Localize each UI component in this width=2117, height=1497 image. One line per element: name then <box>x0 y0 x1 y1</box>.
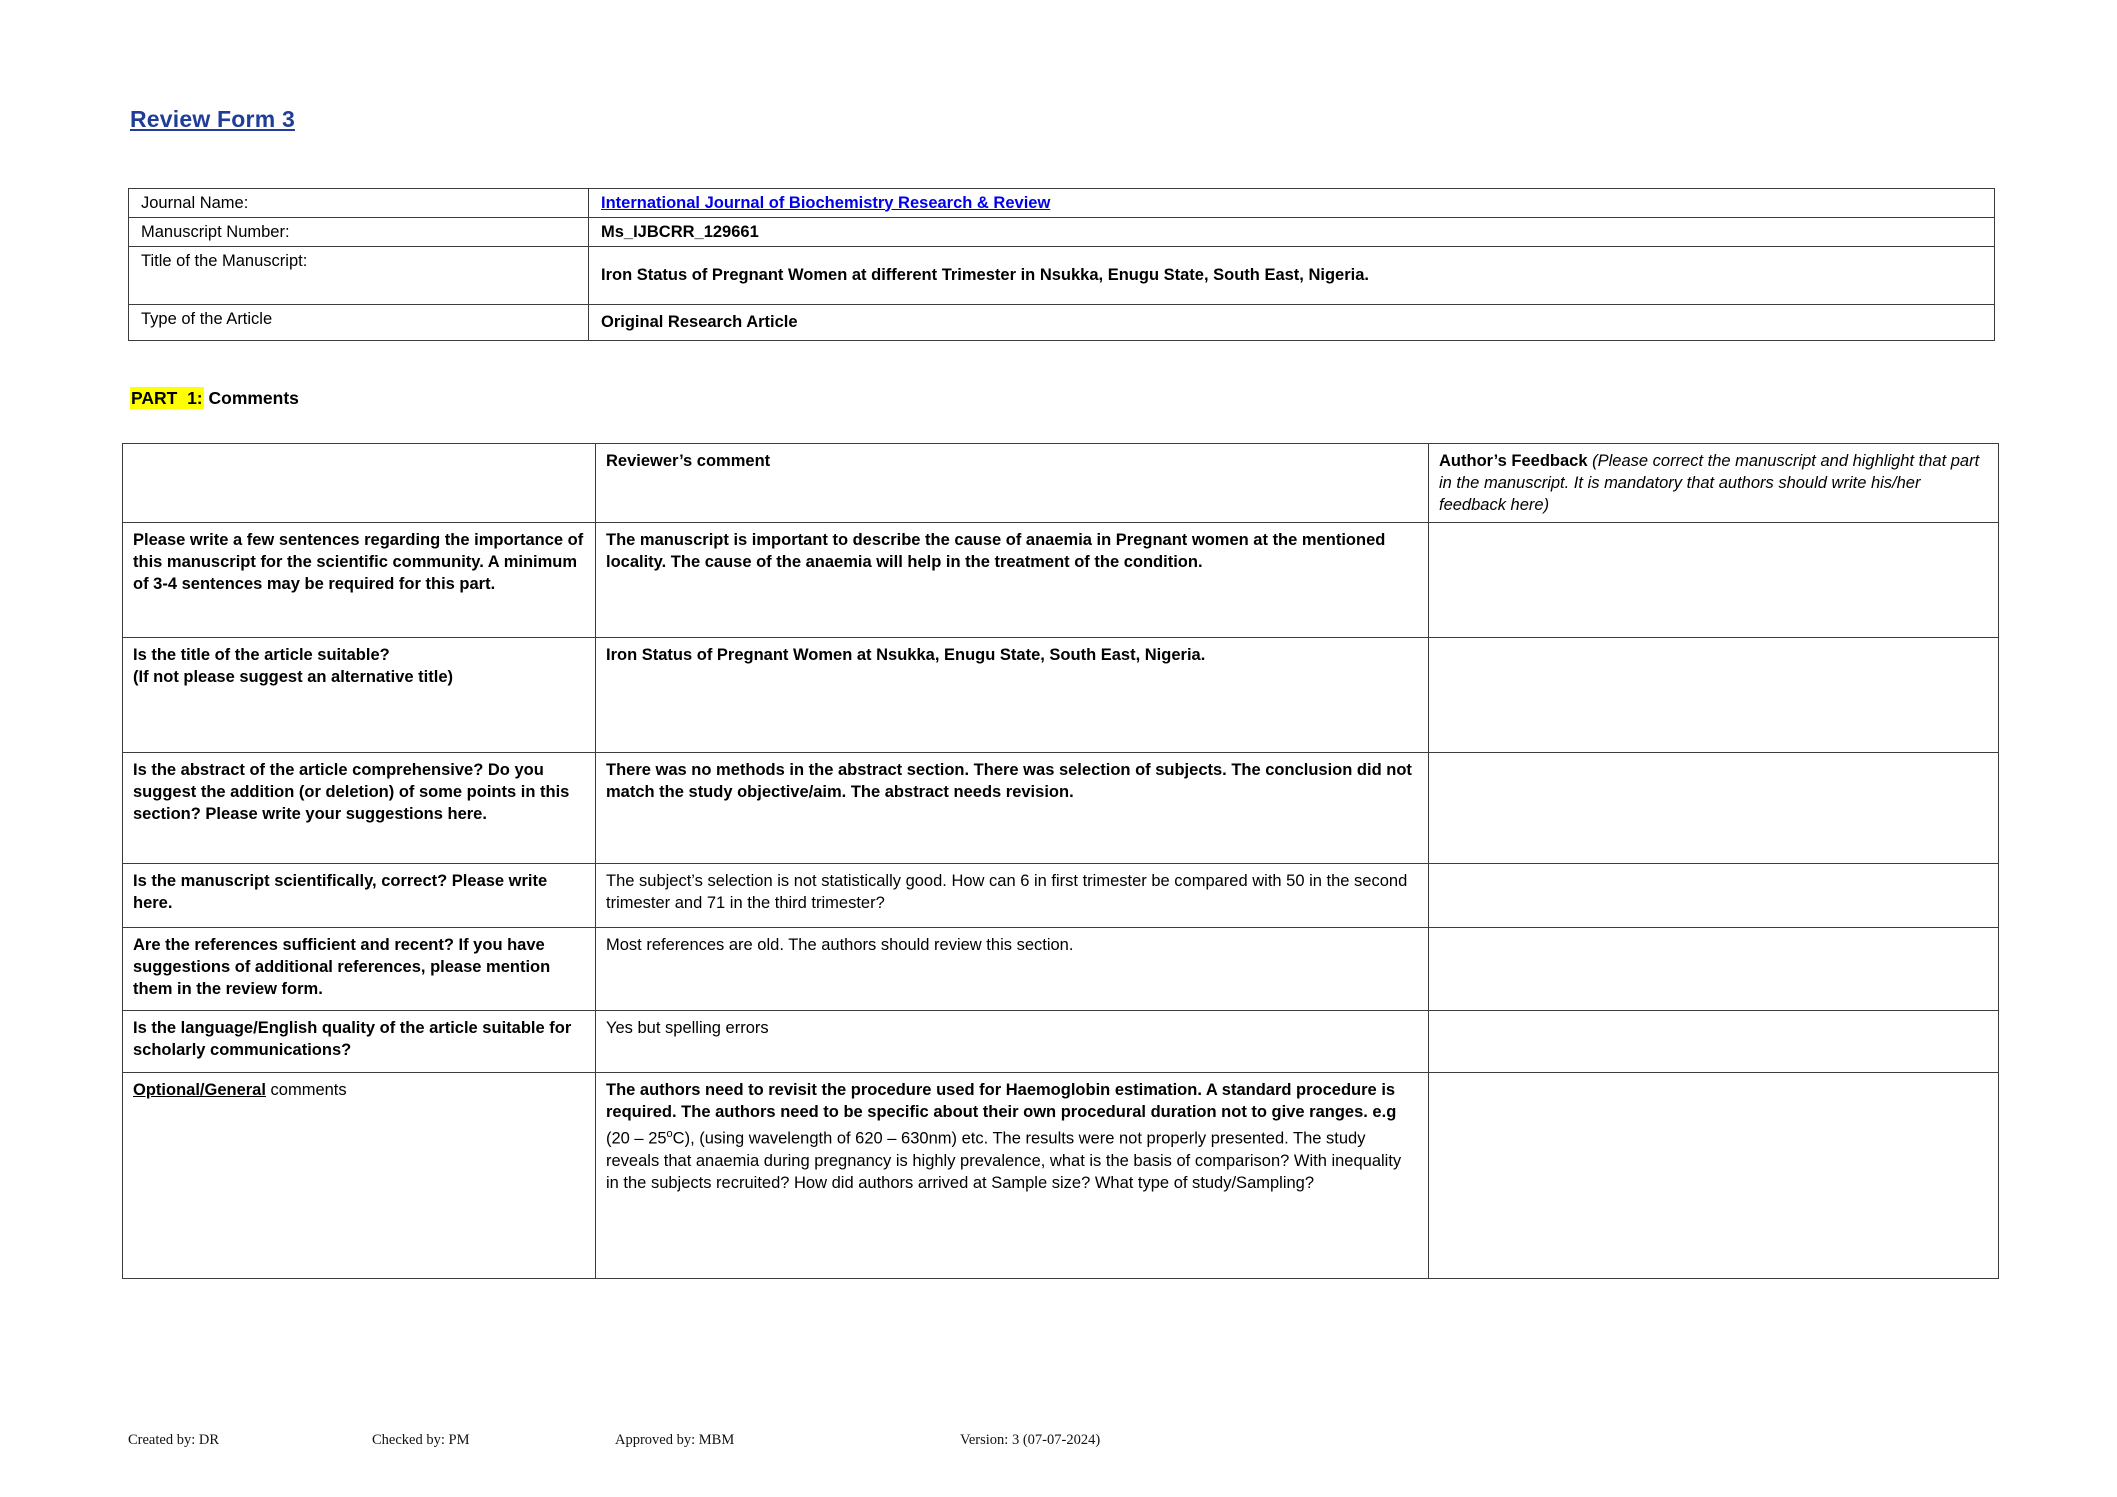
document-title-link[interactable]: Review Form 3 <box>130 106 295 132</box>
table-row <box>123 523 1999 638</box>
question-abstract: Is the abstract of the article comprehensive? Do you suggest the addition (or deletion) of some points in this section? Please write your suggestions here. <box>123 753 596 864</box>
comment-references: Most references are old. The authors should review this section. <box>596 928 1429 1011</box>
question-line: (If not please suggest an alternative title) <box>133 668 453 686</box>
author-feedback-cell <box>1429 1073 1999 1279</box>
article-type-label: Type of the Article <box>129 305 589 341</box>
table-row <box>129 305 1995 341</box>
comments-table <box>122 443 1999 1279</box>
table-row <box>123 1073 1999 1279</box>
article-type-value: Original Research Article <box>589 305 1995 341</box>
author-feedback-cell <box>1429 1011 1999 1073</box>
journal-name-label: Journal Name: <box>129 189 589 218</box>
manuscript-number-label: Manuscript Number: <box>129 218 589 247</box>
question-scientific: Is the manuscript scientifically, correct? Please write here. <box>123 864 596 928</box>
question-optional-general <box>123 1073 596 1279</box>
author-feedback-cell <box>1429 753 1999 864</box>
header-question-cell <box>123 444 596 523</box>
comments-header-row <box>123 444 1999 523</box>
manuscript-info-table <box>128 188 1995 341</box>
author-feedback-cell <box>1429 928 1999 1011</box>
comment-abstract: There was no methods in the abstract section. There was selection of subjects. The conclusion did not match the study objective/aim. The abstract needs revision. <box>596 753 1429 864</box>
comment-regular-part: (20 – 25 <box>606 1129 667 1148</box>
table-row <box>129 189 1995 218</box>
journal-link[interactable]: International Journal of Biochemistry Research & Review <box>601 193 1051 212</box>
comment-optional-general <box>596 1073 1429 1279</box>
table-row <box>123 864 1999 928</box>
author-feedback-cell <box>1429 523 1999 638</box>
header-author-feedback <box>1429 444 1999 523</box>
comment-importance: The manuscript is important to describe the cause of anaemia in Pregnant women at the mentioned locality. The cause of the anaemia will help in the treatment of the condition. <box>596 523 1429 638</box>
table-row <box>123 638 1999 753</box>
table-row <box>123 1011 1999 1073</box>
table-row <box>129 218 1995 247</box>
comment-title-suitable: Iron Status of Pregnant Women at Nsukka, Enugu State, South East, Nigeria. <box>596 638 1429 753</box>
footer-checked-by: Checked by: PM <box>372 1432 470 1448</box>
question-references: Are the references sufficient and recent? If you have suggestions of additional references, please mention them in the review form. <box>123 928 596 1011</box>
part1-title: Comments <box>203 388 299 408</box>
optional-general-label: Optional/General <box>133 1081 266 1099</box>
footer-approved-by: Approved by: MBM <box>615 1432 735 1448</box>
manuscript-title-label: Title of the Manuscript: <box>129 247 589 305</box>
author-feedback-cell <box>1429 864 1999 928</box>
comment-bold-part: The authors need to revisit the procedure used for Haemoglobin estimation. A standard procedure is required. The authors need to be specific about their own procedural duration not to give ranges. e.g <box>606 1081 1397 1121</box>
degree-superscript: o <box>666 1128 673 1140</box>
question-title-suitable <box>123 638 596 753</box>
table-row <box>123 928 1999 1011</box>
manuscript-number-value: Ms_IJBCRR_129661 <box>589 218 1995 247</box>
question-language: Is the language/English quality of the article suitable for scholarly communications? <box>123 1011 596 1073</box>
footer-version: Version: 3 (07-07-2024) <box>960 1432 1101 1448</box>
comment-regular-part: C), (using wavelength of 620 – 630nm) etc. The results were not properly presented. The study reveals that anaemia during pregnancy is highly prevalence, what is the basis of comparison? With inequality in the subjects recruited? How did authors arrived at Sample size? What type of study/Sampling? <box>606 1129 1402 1192</box>
optional-general-rest: comments <box>265 1081 347 1099</box>
author-feedback-cell <box>1429 638 1999 753</box>
manuscript-title-value: Iron Status of Pregnant Women at different Trimester in Nsukka, Enugu State, South East, Nigeria. <box>589 247 1995 305</box>
question-importance: Please write a few sentences regarding the importance of this manuscript for the scientific community. A minimum of 3-4 sentences may be required for this part. <box>123 523 596 638</box>
author-feedback-label: Author’s Feedback <box>1439 452 1593 470</box>
part1-heading <box>130 388 299 409</box>
header-reviewer-comment: Reviewer’s comment <box>596 444 1429 523</box>
author-feedback-note: (Please correct the manuscript and highlight that part in the manuscript. It is mandatory that authors should write his/her feedback here) <box>1439 452 1980 514</box>
footer-created-by: Created by: DR <box>128 1432 220 1448</box>
comment-language: Yes but spelling errors <box>596 1011 1429 1073</box>
question-line: Is the title of the article suitable? <box>133 646 390 664</box>
table-row <box>123 753 1999 864</box>
comment-scientific: The subject’s selection is not statistically good. How can 6 in first trimester be compared with 50 in the second trimester and 71 in the third trimester? <box>596 864 1429 928</box>
table-row <box>129 247 1995 305</box>
part1-badge: PART 1: <box>131 388 203 408</box>
journal-name-value <box>589 189 1995 218</box>
